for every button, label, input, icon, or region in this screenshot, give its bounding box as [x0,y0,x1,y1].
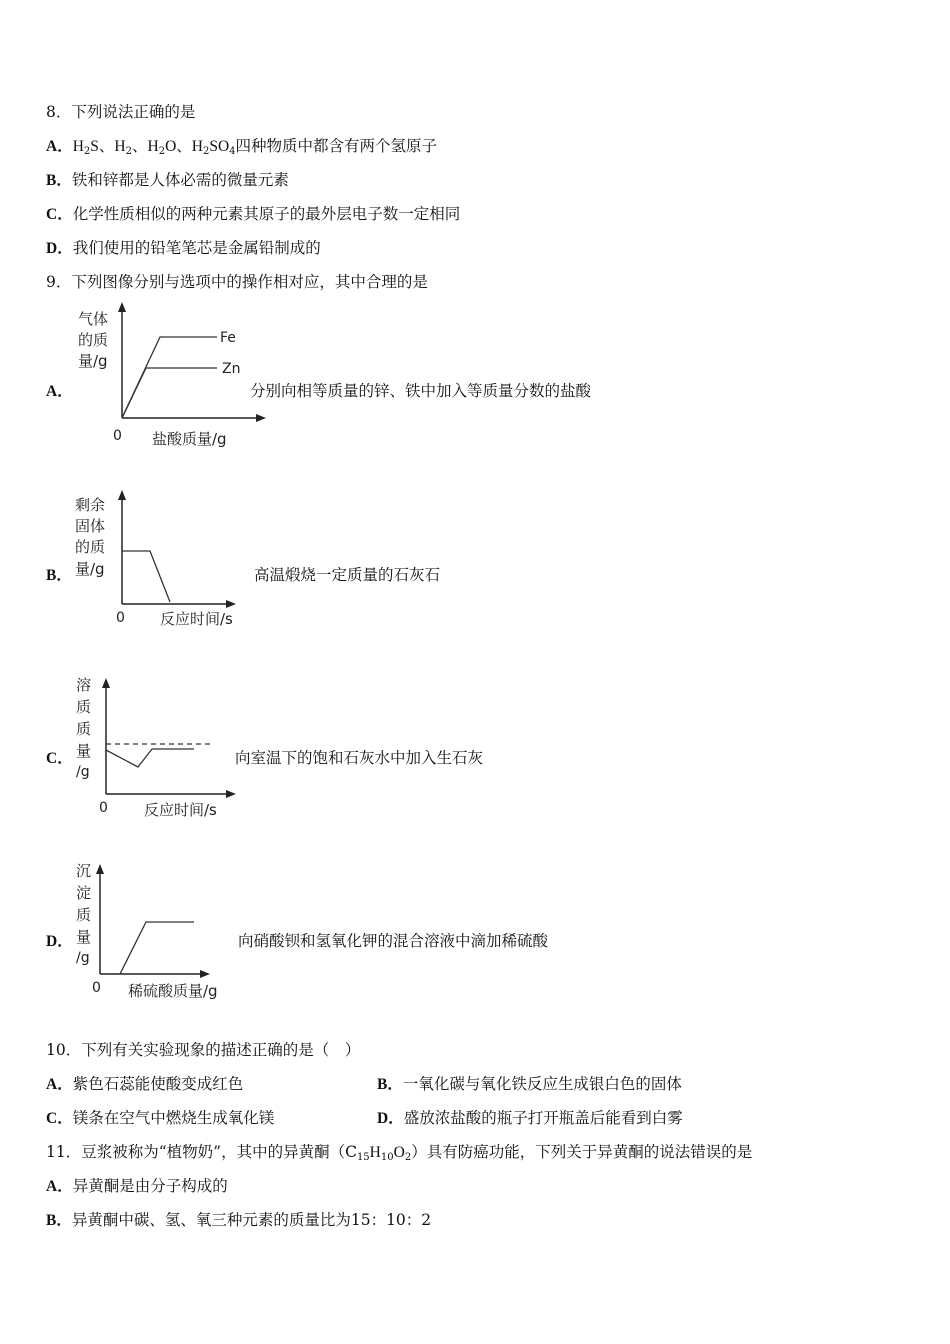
origin-label: 0 [92,980,101,996]
x-axis-label: 反应时间/s [160,610,233,628]
option-label: B． [46,1212,72,1229]
option-text: 盛放浓盐酸的瓶子打开瓶盖后能看到白雾 [403,1109,683,1127]
option-text: 铁和锌都是人体必需的微量元素 [71,171,289,189]
y-axis-label-line: /g [76,950,90,966]
q9-option-c-label: C． [46,750,73,767]
q8-option-c [46,204,460,225]
y-axis-label-line: 剩余 [75,496,106,514]
option-text: 化学性质相似的两种元素其原子的最外层电子数一定相同 [72,205,461,223]
option-label: A． [46,138,73,155]
q9-option-a-label: A． [46,383,73,400]
q9-graph-a [70,300,270,450]
origin-label: 0 [116,610,125,626]
y-axis-label-line: 量/g [78,352,108,370]
y-axis-label-line: 量/g [75,560,105,578]
q9-graph-b [70,486,270,636]
option-text: 镁条在空气中燃烧生成氧化镁 [72,1109,275,1127]
q9-graph-a-description: 分别向相等质量的锌、铁中加入等质量分数的盐酸 [250,382,592,400]
q8-option-a: A．$H_2S$、$H_2$、$H_2O$、$H_2SO_4$四种物质中都含有两个氢原子 [46,137,438,157]
q9-graph-c-description: 向室温下的饱和石灰水中加入生石灰 [235,749,484,767]
y-axis-label-line: 固体 [75,517,106,535]
option-text: 异黄酮中碳、氢、氧三种元素的质量比为15：10：2 [71,1211,432,1229]
series-label-fe: Fe [220,330,236,346]
y-axis-label-line: 量 [76,928,92,946]
option-label: B． [377,1076,403,1093]
option-label: A． [46,1076,73,1093]
q10-option-b [377,1074,682,1095]
q10-option-d [377,1108,683,1129]
series-label-zn: Zn [222,361,241,377]
q11-option-b [46,1210,431,1231]
q9-option-b-label: B． [46,567,72,584]
option-label: D． [46,240,73,257]
y-axis-label-line: 质 [76,698,92,716]
option-label: D． [377,1110,404,1127]
y-axis-label-line: 质 [76,720,92,738]
y-axis-label-line: /g [76,764,90,780]
y-axis-label-line: 沉 [76,862,92,880]
q9-stem: 9．下列图像分别与选项中的操作相对应，其中合理的是 [46,273,428,291]
origin-label: 0 [99,800,108,816]
y-axis-label-line: 的质 [75,538,106,556]
x-axis-label: 稀硫酸质量/g [128,982,218,1000]
y-axis-label-line: 量 [76,742,92,760]
q8-option-b [46,170,289,191]
q11-option-a [46,1176,228,1197]
y-axis-label-line: 淀 [76,884,92,902]
q9-option-d-label: D． [46,933,73,950]
option-label: C． [46,1110,73,1127]
origin-label: 0 [113,428,122,444]
q11-stem: 11．豆浆被称为“植物奶”，其中的异黄酮$(C_{15}H_{10}O_2)$具有防癌功能，下列关于异黄酮的说法错误的是 [46,1143,753,1163]
option-label: A． [46,1178,73,1195]
option-text: 一氧化碳与氧化铁反应生成银白色的固体 [402,1075,682,1093]
q10-option-a [46,1074,243,1095]
q8-option-d [46,238,321,259]
y-axis-label-line: 气体 [78,310,109,328]
q9-graph-b-description: 高温煅烧一定质量的石灰石 [254,566,441,584]
option-text: 紫色石蕊能使酸变成红色 [72,1075,244,1093]
y-axis-label-line: 溶 [76,676,92,694]
x-axis-label: 反应时间/s [144,801,217,819]
option-text: 异黄酮是由分子构成的 [72,1177,228,1195]
y-axis-label-line: 的质 [78,331,109,349]
q8-stem: 8．下列说法正确的是 [46,103,196,121]
option-text: 我们使用的铅笔笔芯是金属铅制成的 [72,239,321,257]
q10-option-c [46,1108,274,1129]
y-axis-label-line: 质 [76,906,92,924]
option-label: B． [46,172,72,189]
x-axis-label: 盐酸质量/g [152,430,227,448]
q10-stem: 10．下列有关实验现象的描述正确的是（ ） [46,1041,361,1059]
q9-graph-c [70,672,270,822]
option-label: C． [46,206,73,223]
q9-graph-d-description: 向硝酸钡和氢氧化钾的混合溶液中滴加稀硫酸 [238,932,549,950]
